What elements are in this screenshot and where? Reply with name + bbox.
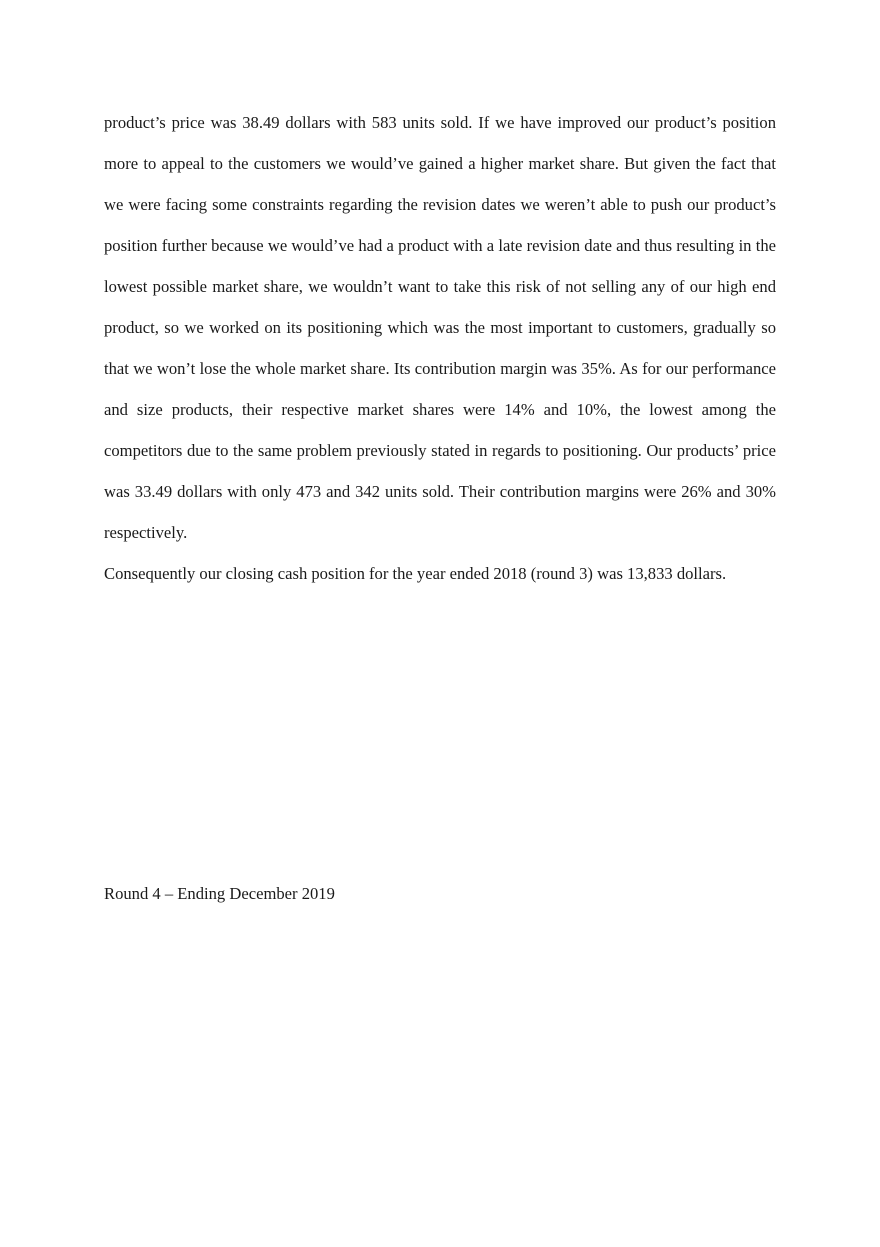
section-heading: Round 4 – Ending December 2019 <box>104 884 335 903</box>
body-text <box>104 102 776 594</box>
main-paragraph: product’s price was 38.49 dollars with 583 units sold. If we have improved our product’s position more to appeal to the customers we would’ve gained a higher market share. But given the fact that we were facing some constraints regarding the revision dates we weren’t able to push our product’s position further because we would’ve had a product with a late revision date and thus resulting in the lowest possible market share, we wouldn’t want to take this risk of not selling any of our high end product, so we worked on its positioning which was the most important to customers, gradually so that we won’t lose the whole market share. Its contribution margin was 35%. As for our performance and size products, their respective market shares were 14% and 10%, the lowest among the competitors due to the same problem previously stated in regards to positioning. Our products’ price was 33.49 dollars with only 473 and 342 units sold. Their contribution margins were 26% and 30% respectively. <box>104 113 776 542</box>
closing-sentence: Consequently our closing cash position for the year ended 2018 (round 3) was 13,833 dollars. <box>104 564 727 583</box>
